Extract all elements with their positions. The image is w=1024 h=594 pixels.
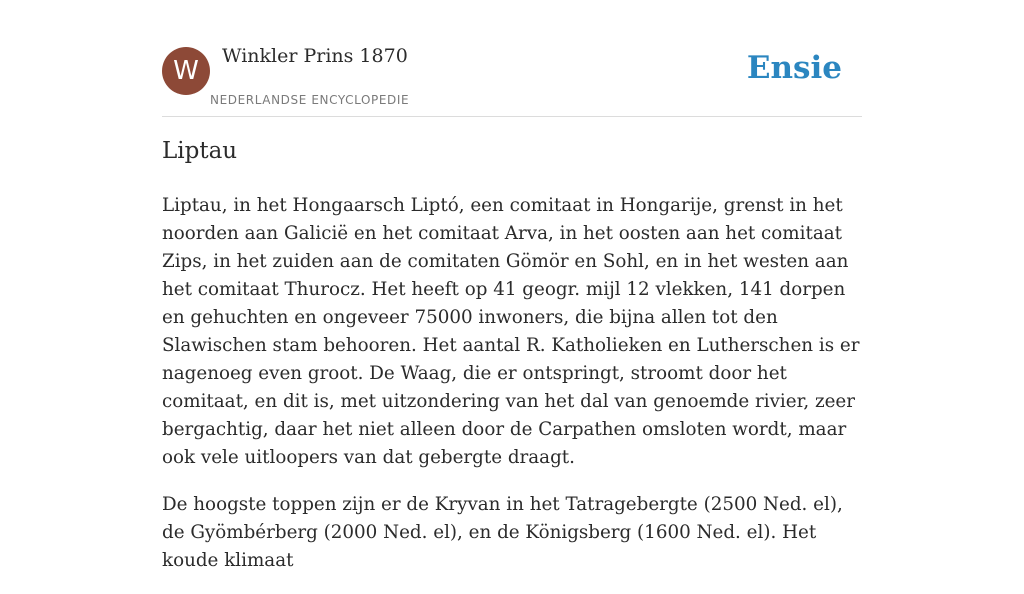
source-subtitle: NEDERLANDSE ENCYCLOPEDIE (210, 93, 410, 107)
ensie-logo[interactable]: Ensie (746, 50, 842, 86)
article-body (162, 192, 868, 594)
source-title-link[interactable]: Winkler Prins 1870 (222, 45, 408, 67)
article-title: Liptau (162, 138, 238, 164)
site-header (162, 0, 862, 117)
article-paragraph: De hoogste toppen zijn er de Kryvan in het Tatragebergte (2500 Ned. el), de Gyömbérberg (2000 Ned. el), en de Königsberg (1600 Ned. el). Het koude klimaat (162, 494, 843, 571)
article-paragraph: Liptau, in het Hongaarsch Liptó, een comitaat in Hongarije, grenst in het noorden aan Galicië en het comitaat Arva, in het oosten aan het comitaat Zips, in het zuiden aan de comitaten Gömör en Sohl, en in het westen aan het comitaat Thurocz. Het heeft op 41 geogr. mijl 12 vlekken, 141 dorpen en gehuchten en ongeveer 75000 inwoners, die bijna allen tot den Slawischen stam behooren. Het aantal R. Katholieken en Lutherschen is er nagenoeg even groot. De Waag, die er ontspringt, stroomt door het comitaat, en dit is, met uitzondering van het dal van genoemde rivier, zeer bergachtig, daar het niet alleen door de Carpathen omsloten wordt, maar ook vele uitloopers van dat gebergte draagt. (162, 195, 860, 468)
source-avatar[interactable]: W (162, 47, 210, 95)
